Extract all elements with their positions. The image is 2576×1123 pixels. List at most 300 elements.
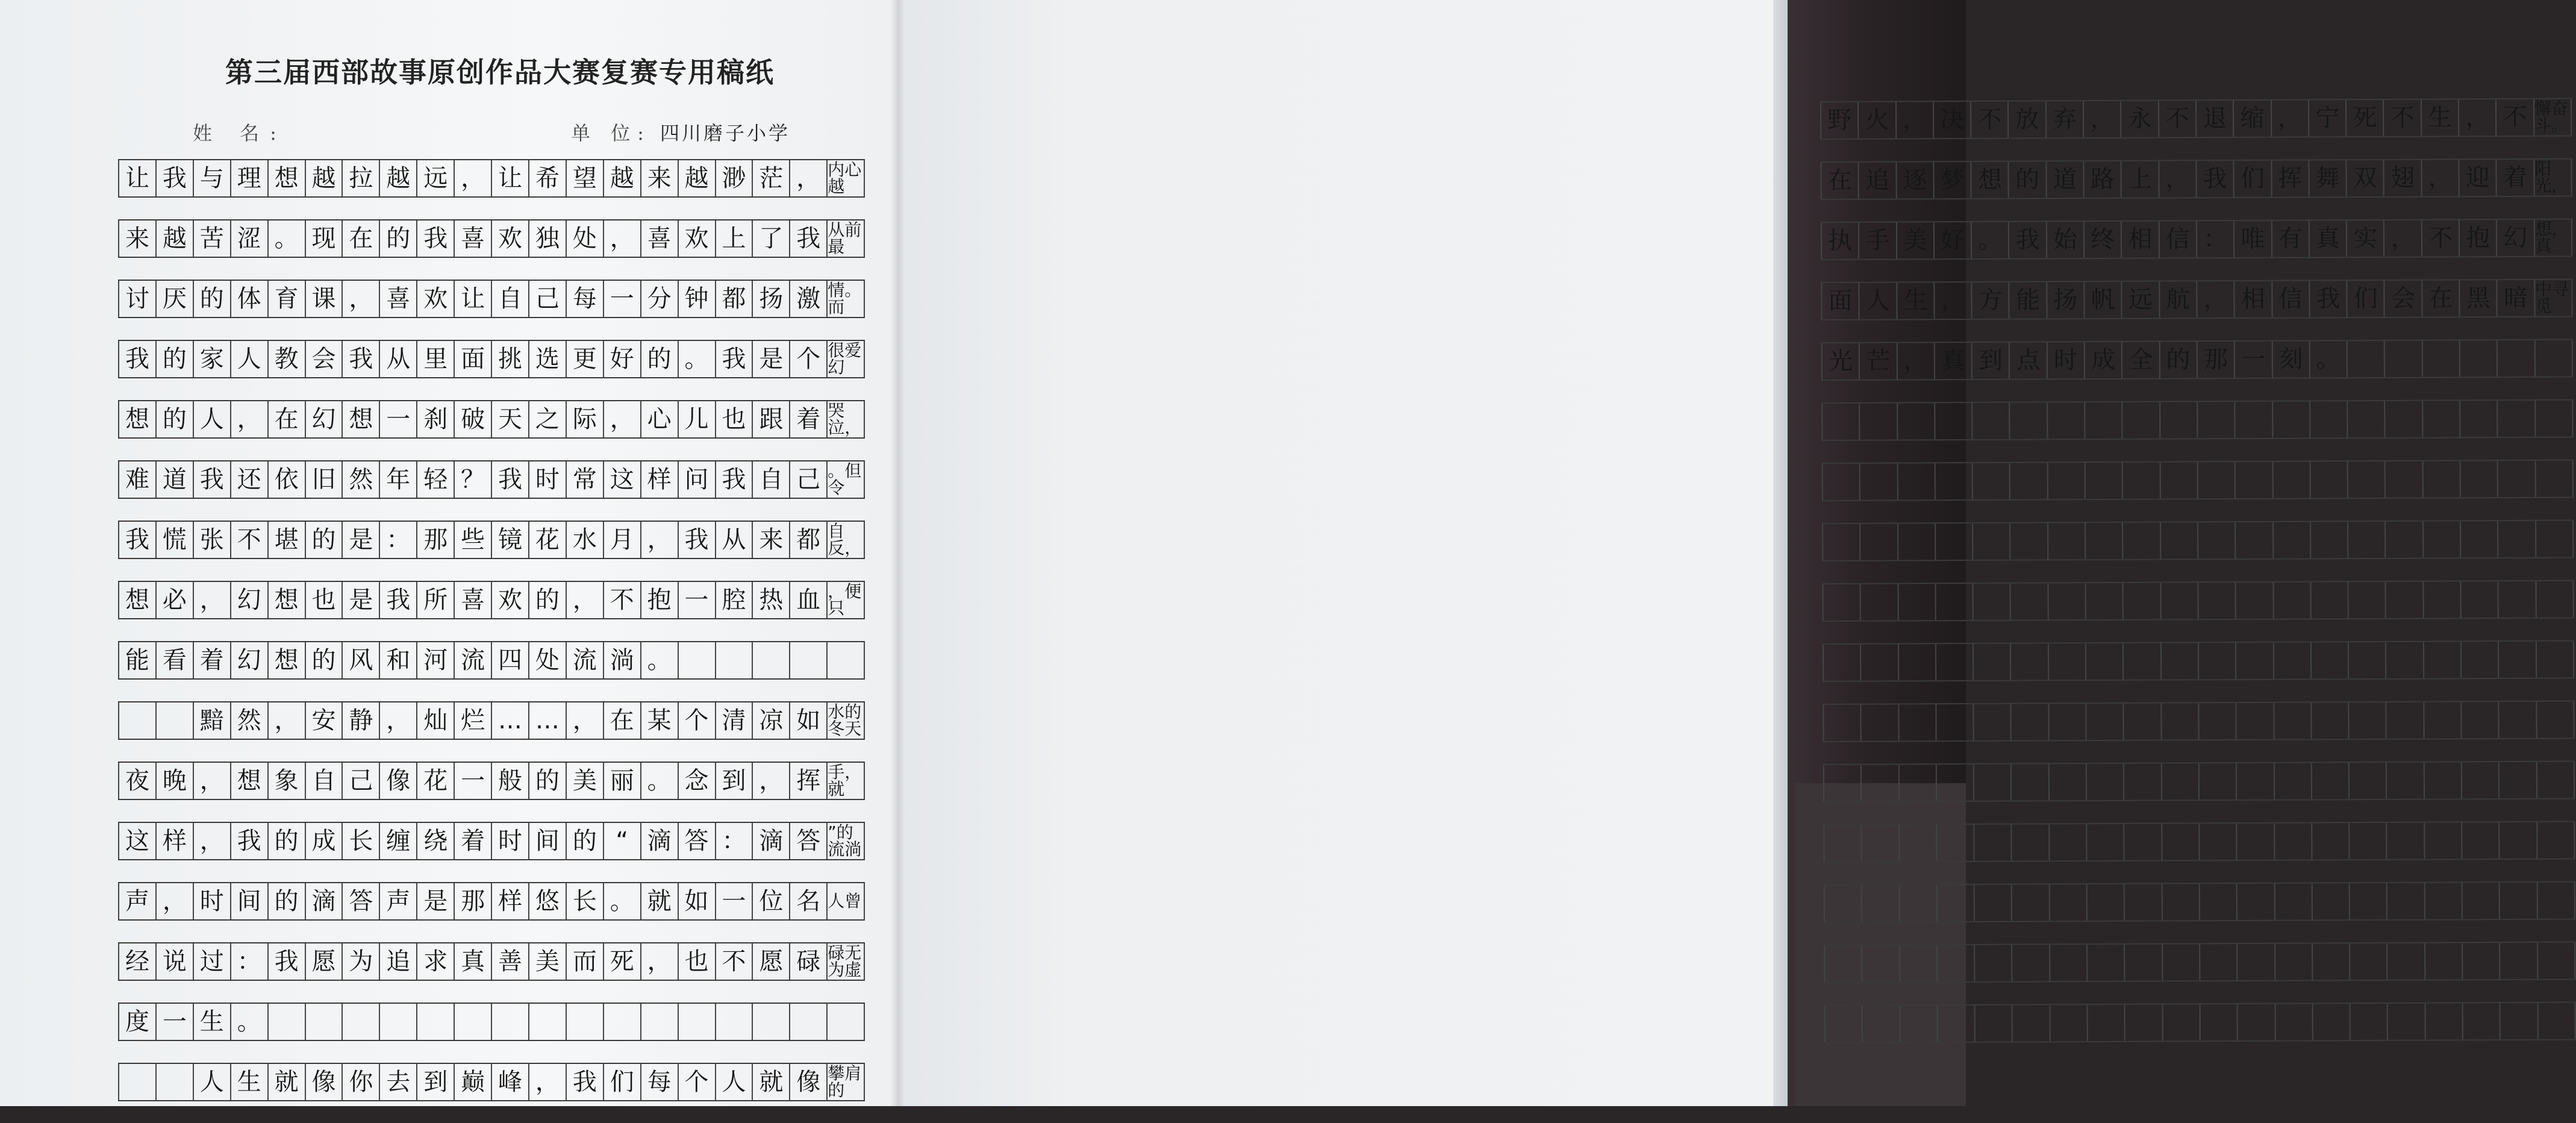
grid-row xyxy=(1821,339,2573,381)
grid-cell xyxy=(2387,823,2425,859)
grid-cell xyxy=(2423,401,2461,437)
grid-cell: 象 xyxy=(269,763,306,799)
grid-cell: 拉 xyxy=(343,160,380,196)
grid-cell xyxy=(417,1004,455,1040)
grid-cell: ： xyxy=(2197,221,2235,257)
grid-cell: 热 xyxy=(753,582,790,618)
grid-cell: 点 xyxy=(2010,342,2048,378)
grid-cell: 每 xyxy=(567,281,604,317)
grid-cell: 教 xyxy=(269,341,306,377)
grid-cell: 求 xyxy=(417,943,455,980)
grid-cell: 。 xyxy=(604,883,641,919)
grid-row xyxy=(1821,219,2572,260)
grid-cell: ， xyxy=(194,823,231,859)
grid-cell xyxy=(2424,521,2462,557)
grid-cell: 这 xyxy=(118,823,157,859)
grid-cell: 答 xyxy=(790,823,828,859)
grid-cell: 在 xyxy=(604,702,641,739)
grid-cell: 。 xyxy=(269,221,306,257)
grid-cell: 育 xyxy=(269,281,306,317)
grid-cell: 有 xyxy=(2272,221,2310,257)
grid-cell xyxy=(753,642,790,678)
grid-cell xyxy=(2350,702,2387,739)
grid-cell xyxy=(118,702,157,739)
grid-cell xyxy=(567,1004,604,1040)
grid-cell xyxy=(2238,944,2275,980)
grid-cell xyxy=(2387,702,2425,739)
grid-cell xyxy=(2048,523,2086,559)
grid-cell: 内心越 xyxy=(828,160,865,196)
grid-cell: 着 xyxy=(455,823,492,859)
grid-cell xyxy=(2236,583,2274,619)
grid-row xyxy=(118,280,865,318)
grid-cell: 去 xyxy=(380,1064,417,1100)
grid-cell: 我 xyxy=(790,221,828,257)
left-page xyxy=(0,0,897,1106)
grid-row xyxy=(1820,98,2572,140)
grid-cell xyxy=(2275,883,2313,919)
grid-cell xyxy=(2123,402,2161,439)
grid-cell xyxy=(1973,403,2010,439)
grid-cell: 花 xyxy=(529,522,567,558)
grid-cell: 越 xyxy=(306,160,343,196)
grid-cell: 道 xyxy=(2047,161,2085,198)
grid-cell: 是 xyxy=(417,883,455,919)
grid-cell: 很爱幻 xyxy=(828,341,865,377)
grid-cell xyxy=(2499,642,2537,678)
grid-cell: 到 xyxy=(417,1064,455,1100)
grid-cell xyxy=(306,1004,343,1040)
grid-cell xyxy=(1936,644,1974,680)
grid-cell: ， xyxy=(604,401,641,437)
grid-cell xyxy=(2236,462,2274,498)
grid-cell xyxy=(2125,884,2163,921)
grid-cell xyxy=(1824,886,1863,922)
grid-cell: 想，真 xyxy=(2535,220,2573,256)
grid-cell: 我 xyxy=(380,582,417,618)
grid-cell: 也 xyxy=(716,401,753,437)
grid-cell: 死 xyxy=(604,943,641,980)
grid-cell: 风 xyxy=(343,642,380,678)
grid-cell: 善 xyxy=(492,943,529,980)
grid-cell: 滴 xyxy=(641,823,679,859)
grid-cell: 真 xyxy=(455,943,492,980)
grid-cell: 像 xyxy=(790,1064,828,1100)
grid-cell xyxy=(2201,1004,2239,1040)
grid-cell xyxy=(2351,1004,2389,1040)
grid-cell xyxy=(2198,522,2236,558)
grid-cell: ， xyxy=(2084,101,2122,137)
grid-cell: ”的流淌 xyxy=(828,823,865,859)
grid-cell xyxy=(1973,524,2011,560)
right-page xyxy=(897,0,2569,1106)
grid-cell xyxy=(1900,885,1938,921)
grid-cell: 所 xyxy=(417,582,455,618)
grid-cell: 自 xyxy=(753,461,790,498)
grid-cell: 越 xyxy=(157,221,194,257)
grid-cell: 在 xyxy=(269,401,306,437)
grid-cell: 愿 xyxy=(753,943,790,980)
grid-cell: ， xyxy=(604,221,641,257)
grid-cell: ， xyxy=(343,281,380,317)
grid-cell: 着 xyxy=(2497,160,2535,196)
grid-cell xyxy=(1860,524,1898,560)
grid-cell xyxy=(1898,463,1936,499)
grid-row xyxy=(118,460,865,499)
grid-cell: 们 xyxy=(2347,281,2385,317)
grid-cell xyxy=(2386,642,2424,678)
grid-cell: 钟 xyxy=(679,281,716,317)
grid-cell: 涩 xyxy=(231,221,269,257)
grid-cell: 样 xyxy=(157,823,194,859)
grid-cell: 弃 xyxy=(2047,101,2085,137)
grid-cell: ， xyxy=(2384,221,2422,257)
grid-row xyxy=(118,822,865,860)
grid-cell: 幻 xyxy=(231,642,269,678)
grid-cell: 都 xyxy=(716,281,753,317)
grid-cell: 了 xyxy=(753,221,790,257)
grid-cell xyxy=(2313,943,2351,980)
grid-cell: 丽 xyxy=(604,763,641,799)
grid-cell xyxy=(2236,643,2274,679)
grid-cell xyxy=(1822,524,1861,560)
grid-cell: 课 xyxy=(306,281,343,317)
grid-cell xyxy=(1938,885,1976,921)
grid-cell: 而 xyxy=(567,943,604,980)
grid-cell xyxy=(2274,582,2312,618)
grid-cell xyxy=(2537,642,2575,678)
grid-cell: ， xyxy=(641,522,679,558)
grid-cell: 个 xyxy=(790,341,828,377)
grid-cell xyxy=(2235,402,2273,438)
grid-cell: 看 xyxy=(157,642,194,678)
grid-cell: 喜 xyxy=(455,221,492,257)
grid-cell: 名 xyxy=(790,883,828,919)
grid-cell xyxy=(2350,883,2388,919)
grid-cell xyxy=(1975,885,2013,921)
grid-cell: 时 xyxy=(194,883,231,919)
grid-cell: 旧 xyxy=(306,461,343,498)
grid-cell: ， xyxy=(641,943,679,980)
grid-cell xyxy=(2422,340,2460,377)
grid-cell: 方 xyxy=(1973,283,2010,319)
grid-cell: 越 xyxy=(380,160,417,196)
grid-cell xyxy=(2350,763,2387,799)
grid-cell xyxy=(2049,704,2087,740)
grid-cell: ， xyxy=(1897,343,1935,379)
grid-cell xyxy=(1938,945,1976,981)
grid-cell xyxy=(2423,461,2461,497)
grid-cell xyxy=(2275,943,2313,980)
grid-cell xyxy=(2050,884,2088,921)
grid-cell: 安 xyxy=(306,702,343,739)
grid-cell: 。但令 xyxy=(828,461,865,498)
grid-cell xyxy=(1936,704,1974,740)
grid-cell: 在 xyxy=(2422,280,2460,316)
grid-cell: 张 xyxy=(194,522,231,558)
grid-cell: 相 xyxy=(2122,222,2160,258)
grid-row xyxy=(1822,580,2574,622)
grid-cell: 欢 xyxy=(417,281,455,317)
grid-cell: 阳光， xyxy=(2534,160,2572,196)
grid-cell: 成 xyxy=(2085,342,2123,378)
grid-cell xyxy=(2012,704,2050,740)
grid-cell: 还 xyxy=(231,461,269,498)
grid-cell: 就 xyxy=(641,883,679,919)
grid-cell: 生 xyxy=(1897,283,1935,319)
grid-cell xyxy=(2273,461,2311,498)
grid-cell: 信 xyxy=(2160,221,2198,257)
grid-row xyxy=(118,762,865,800)
grid-cell: 美 xyxy=(567,763,604,799)
grid-cell xyxy=(2163,944,2201,980)
grid-cell: ，便只 xyxy=(828,582,865,618)
grid-cell xyxy=(2087,764,2125,800)
grid-cell: 与 xyxy=(194,160,231,196)
grid-cell: 心 xyxy=(641,401,679,437)
grid-cell xyxy=(2125,1005,2163,1041)
grid-cell: 声 xyxy=(380,883,417,919)
page-title: 第三届西部故事原创作品大赛复赛专用稿纸 xyxy=(225,56,775,89)
grid-cell: 成 xyxy=(306,823,343,859)
grid-cell xyxy=(2536,401,2574,437)
grid-cell xyxy=(2349,582,2387,618)
grid-cell: 这 xyxy=(604,461,641,498)
grid-row xyxy=(118,159,865,198)
grid-cell xyxy=(2162,824,2200,860)
grid-cell xyxy=(641,1004,679,1040)
grid-cell: 处 xyxy=(529,642,567,678)
grid-cell xyxy=(2538,943,2576,979)
grid-cell xyxy=(2124,764,2162,800)
grid-cell xyxy=(2274,642,2312,678)
grid-cell: 悠 xyxy=(529,883,567,919)
grid-cell xyxy=(1824,946,1863,982)
grid-cell: 儿 xyxy=(679,401,716,437)
grid-cell: ， xyxy=(790,160,828,196)
grid-cell: 念 xyxy=(679,763,716,799)
page-edge xyxy=(1773,0,1788,1106)
grid-cell: 自 xyxy=(492,281,529,317)
grid-cell: 不 xyxy=(2384,100,2422,136)
grid-cell xyxy=(2463,883,2501,919)
grid-row xyxy=(118,581,865,619)
grid-cell xyxy=(2237,703,2275,739)
grid-cell xyxy=(2462,642,2500,678)
grid-cell: 我 xyxy=(716,341,753,377)
grid-cell: 面 xyxy=(1821,283,1860,319)
grid-cell: 的 xyxy=(306,522,343,558)
grid-cell xyxy=(716,642,753,678)
grid-cell xyxy=(2310,461,2348,498)
grid-cell xyxy=(2501,1003,2539,1039)
grid-cell xyxy=(1823,765,1862,801)
grid-cell: 常 xyxy=(567,461,604,498)
grid-cell: 欢 xyxy=(679,221,716,257)
grid-cell xyxy=(2425,822,2463,859)
grid-cell xyxy=(2200,944,2238,980)
grid-cell xyxy=(2500,943,2538,979)
grid-cell xyxy=(2162,884,2200,920)
grid-cell: 。 xyxy=(2310,341,2348,377)
grid-cell: 从前最 xyxy=(828,221,865,257)
grid-cell: 年 xyxy=(380,461,417,498)
grid-cell: 执 xyxy=(1821,223,1860,259)
grid-cell: 刻 xyxy=(2272,341,2310,377)
grid-cell: 抱 xyxy=(641,582,679,618)
grid-cell: 慌 xyxy=(157,522,194,558)
grid-cell: 然 xyxy=(343,461,380,498)
grid-cell: 家 xyxy=(194,341,231,377)
grid-cell xyxy=(2537,702,2575,738)
grid-cell: 芒 xyxy=(1860,343,1898,379)
grid-cell: 死 xyxy=(2347,100,2384,136)
grid-cell xyxy=(2011,523,2049,559)
grid-cell: 夜 xyxy=(118,763,157,799)
grid-cell xyxy=(2273,401,2311,437)
grid-cell: 来 xyxy=(753,522,790,558)
grid-cell xyxy=(2087,824,2125,860)
grid-cell: 跟 xyxy=(753,401,790,437)
grid-cell xyxy=(1973,463,2011,499)
grid-cell xyxy=(2200,824,2238,860)
grid-cell: 分 xyxy=(641,281,679,317)
grid-cell: 生 xyxy=(231,1064,269,1100)
grid-cell: 翅 xyxy=(2384,160,2422,196)
grid-cell: 就 xyxy=(753,1064,790,1100)
grid-row xyxy=(118,340,865,378)
grid-row xyxy=(1820,158,2572,200)
grid-cell xyxy=(2424,581,2462,618)
grid-cell: 不 xyxy=(604,582,641,618)
grid-cell: 决 xyxy=(1934,102,1972,138)
grid-cell xyxy=(2536,581,2574,618)
grid-cell: 里 xyxy=(417,341,455,377)
grid-cell: 那 xyxy=(2198,342,2236,378)
grid-cell: 。 xyxy=(1972,222,2010,258)
grid-row xyxy=(1823,821,2575,863)
grid-cell: 时 xyxy=(529,461,567,498)
grid-cell: 我 xyxy=(343,341,380,377)
grid-cell xyxy=(1823,825,1862,862)
grid-cell xyxy=(2460,401,2498,437)
grid-cell xyxy=(2537,762,2575,798)
grid-cell: ， xyxy=(157,883,194,919)
grid-cell xyxy=(1974,704,2012,740)
grid-cell xyxy=(2124,643,2162,680)
grid-cell: 帆 xyxy=(2085,282,2122,318)
grid-row xyxy=(1822,520,2574,562)
grid-cell: 让 xyxy=(118,160,157,196)
grid-cell xyxy=(2086,523,2124,559)
grid-cell xyxy=(2274,763,2312,799)
grid-row xyxy=(118,882,865,921)
grid-cell xyxy=(2500,762,2537,798)
grid-cell: 人 xyxy=(231,341,269,377)
grid-cell: 之 xyxy=(529,401,567,437)
grid-cell: 的 xyxy=(157,341,194,377)
grid-cell: 选 xyxy=(529,341,567,377)
grid-cell: 晚 xyxy=(157,763,194,799)
grid-cell: 个 xyxy=(679,1064,716,1100)
grid-cell: 自反， xyxy=(828,522,865,558)
grid-cell: 都 xyxy=(790,522,828,558)
grid-cell: 天 xyxy=(492,401,529,437)
grid-cell: 想 xyxy=(118,401,157,437)
grid-cell: 四 xyxy=(492,642,529,678)
grid-cell xyxy=(1862,885,1900,921)
grid-cell: 扬 xyxy=(2047,282,2085,318)
grid-cell xyxy=(1975,945,2013,981)
grid-cell: 的 xyxy=(2009,161,2047,198)
grid-cell: 声 xyxy=(118,883,157,919)
grid-cell: 幻 xyxy=(231,582,269,618)
grid-cell xyxy=(1861,584,1899,620)
grid-row xyxy=(1823,761,2575,802)
grid-cell xyxy=(2462,822,2500,859)
grid-cell: 流 xyxy=(567,642,604,678)
grid-cell xyxy=(2387,763,2425,799)
grid-cell: ， xyxy=(380,702,417,739)
grid-cell xyxy=(1936,584,1974,620)
grid-cell xyxy=(2088,1005,2126,1041)
grid-cell: 挑 xyxy=(492,341,529,377)
grid-cell xyxy=(1937,825,1975,861)
grid-cell: 和 xyxy=(380,642,417,678)
grid-cell xyxy=(2500,822,2538,859)
grid-cell: 手，就 xyxy=(828,763,865,799)
grid-cell xyxy=(157,1064,194,1100)
grid-cell: 某 xyxy=(641,702,679,739)
grid-cell: 河 xyxy=(417,642,455,678)
grid-cell: 逐 xyxy=(1897,162,1935,198)
grid-cell xyxy=(1900,945,1938,981)
grid-cell: 我 xyxy=(194,461,231,498)
grid-cell: 的 xyxy=(380,221,417,257)
grid-cell: 现 xyxy=(306,221,343,257)
unit-label: 单 位: xyxy=(571,122,651,145)
grid-cell: 人曾 xyxy=(828,883,865,919)
grid-cell: 时 xyxy=(492,823,529,859)
grid-cell: 到 xyxy=(1973,343,2010,379)
grid-cell: 攀肩的 xyxy=(828,1064,865,1100)
grid-cell xyxy=(2160,462,2198,498)
grid-row xyxy=(118,1063,865,1101)
grid-cell: 更 xyxy=(567,341,604,377)
grid-cell xyxy=(1822,584,1861,621)
grid-cell: 。 xyxy=(231,1004,269,1040)
grid-cell: 己 xyxy=(790,461,828,498)
grid-cell xyxy=(1862,704,1900,740)
grid-cell: 静 xyxy=(343,702,380,739)
grid-cell: 间 xyxy=(231,883,269,919)
grid-row xyxy=(118,641,865,680)
grid-cell xyxy=(157,702,194,739)
grid-cell: 路 xyxy=(2085,161,2122,198)
grid-cell xyxy=(2350,823,2387,859)
grid-cell: 能 xyxy=(118,642,157,678)
grid-cell xyxy=(2162,643,2200,679)
grid-cell xyxy=(2498,461,2536,497)
grid-cell: 让 xyxy=(492,160,529,196)
unit-value: 四川磨子小学 xyxy=(660,122,791,145)
grid-cell: 是 xyxy=(343,582,380,618)
grid-cell: 想 xyxy=(269,582,306,618)
grid-cell: 腔 xyxy=(716,582,753,618)
grid-cell: 也 xyxy=(679,943,716,980)
grid-cell: 航 xyxy=(2160,281,2198,318)
grid-cell: 真 xyxy=(2310,221,2348,257)
